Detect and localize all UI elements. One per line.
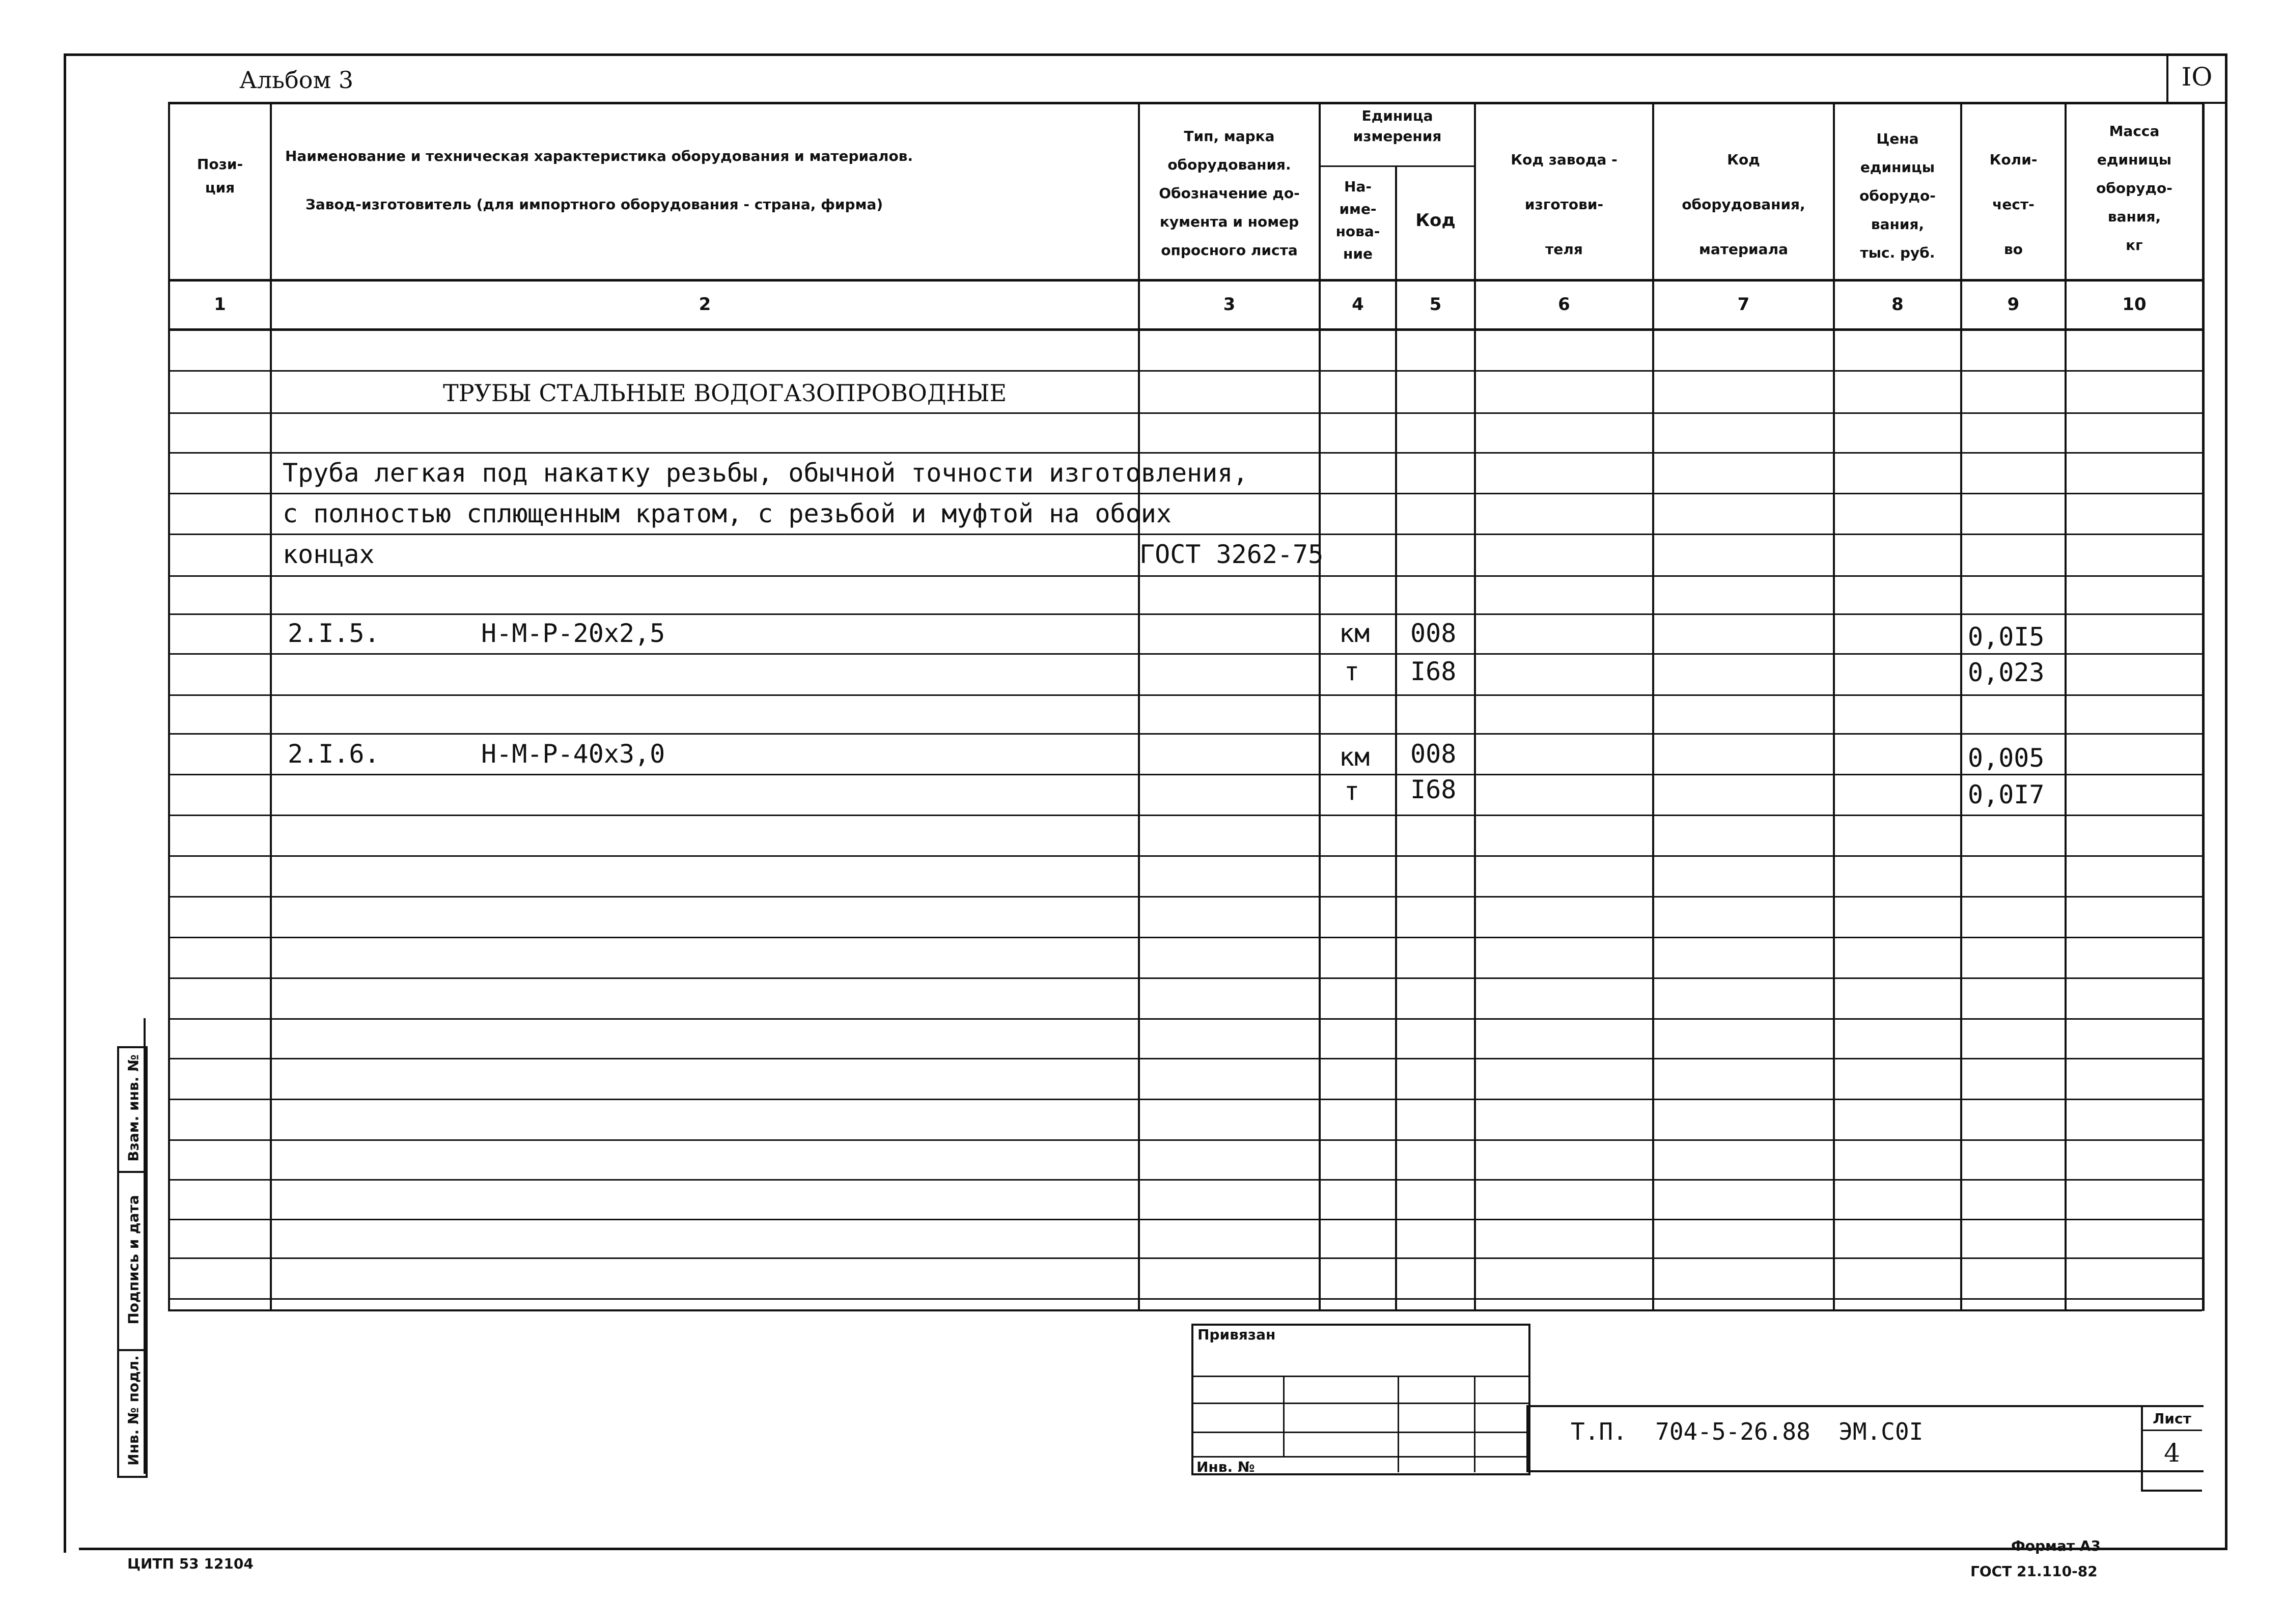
item-2-unit-2: т <box>1344 776 1360 806</box>
col-number-4: 4 <box>1352 294 1364 315</box>
section-title: ТРУБЫ СТАЛЬНЫЕ ВОДОГАЗОПРОВОДНЫЕ <box>443 379 1007 407</box>
col-number-8: 8 <box>1891 294 1904 315</box>
col-number-2: 2 <box>699 294 711 315</box>
document-code: Т.П. 704-5-26.88 ЭМ.С0I <box>1571 1418 1924 1445</box>
col-number-1: 1 <box>214 294 226 315</box>
item-2-qty-1: 0,005 <box>1968 743 2045 773</box>
item-2-unit-1: км <box>1339 742 1370 772</box>
description-line-3: концах <box>283 540 375 569</box>
footer-left-code: ЦИТП 53 12104 <box>127 1555 254 1572</box>
item-2-code-1: 008 <box>1410 739 1457 769</box>
standard-reference: ГОСТ 3262-75 <box>1139 540 1324 569</box>
item-1-position: 2.I.5. <box>288 619 380 648</box>
item-2-position: 2.I.6. <box>288 739 380 769</box>
item-1-qty-1: 0,0I5 <box>1968 622 2045 652</box>
corner-number: IO <box>2181 62 2213 92</box>
header-price: Цена единицы оборудо- вания, тыс. руб. <box>1859 130 1936 261</box>
header-quantity: Коли- чест- во <box>1989 151 2038 258</box>
item-2-code-2: I68 <box>1410 775 1457 804</box>
item-1-unit-2: т <box>1344 657 1360 686</box>
item-1-unit-1: км <box>1339 619 1370 648</box>
item-1-code-2: I68 <box>1410 657 1457 686</box>
side-stamp-replacement: Взам. инв. № <box>125 1054 142 1162</box>
footer-gost: ГОСТ 21.110-82 <box>1970 1563 2098 1580</box>
item-2-mark: Н-М-Р-40х3,0 <box>481 739 665 769</box>
header-factory-code: Код завода - изготови- теля <box>1511 151 1618 258</box>
col-number-10: 10 <box>2122 294 2147 315</box>
col-number-7: 7 <box>1737 294 1750 315</box>
inventory-label: Инв. № <box>1196 1459 1255 1475</box>
header-name-line1: Наименование и техническая характеристика оборудования и материалов. <box>285 148 913 164</box>
side-stamp-signature: Подпись и дата <box>125 1195 142 1325</box>
sheet-number: 4 <box>2164 1438 2180 1468</box>
item-1-qty-2: 0,023 <box>1968 658 2045 687</box>
col-number-6: 6 <box>1558 294 1570 315</box>
header-position: Пози- ция <box>197 156 243 196</box>
col-number-3: 3 <box>1223 294 1236 315</box>
header-type: Тип, марка оборудования. Обозначение до- кумента и номер опросного листа <box>1159 128 1300 259</box>
header-mass: Масса единицы оборудо- вания, кг <box>2096 123 2172 254</box>
col-number-9: 9 <box>2007 294 2020 315</box>
item-2-qty-2: 0,0I7 <box>1968 780 2045 809</box>
item-1-code-1: 008 <box>1410 619 1457 648</box>
header-unit-name: На- име- нова- ние <box>1335 178 1380 262</box>
col-number-5: 5 <box>1429 294 1442 315</box>
album-label: Альбом 3 <box>239 66 354 94</box>
header-unit-code: Код <box>1415 210 1456 231</box>
footer-format: Формат А3 <box>2011 1537 2101 1554</box>
header-equipment-code: Код оборудования, материала <box>1682 151 1805 258</box>
description-line-2: с полностью сплющенным кратом, с резьбой и муфтой на обоих <box>283 499 1172 528</box>
header-name-line2: Завод-изготовитель (для импортного оборудования - страна, фирма) <box>305 196 883 213</box>
binding-label: Привязан <box>1197 1326 1276 1343</box>
description-line-1: Труба легкая под накатку резьбы, обычной точности изготовления, <box>283 458 1248 488</box>
header-unit: Единица измерения <box>1353 107 1442 145</box>
item-1-mark: Н-М-Р-20х2,5 <box>481 619 665 648</box>
side-stamp-original-inv: Инв. № подл. <box>125 1355 142 1466</box>
sheet-label: Лист <box>2153 1410 2191 1427</box>
binding-stamp <box>1191 1324 1530 1475</box>
